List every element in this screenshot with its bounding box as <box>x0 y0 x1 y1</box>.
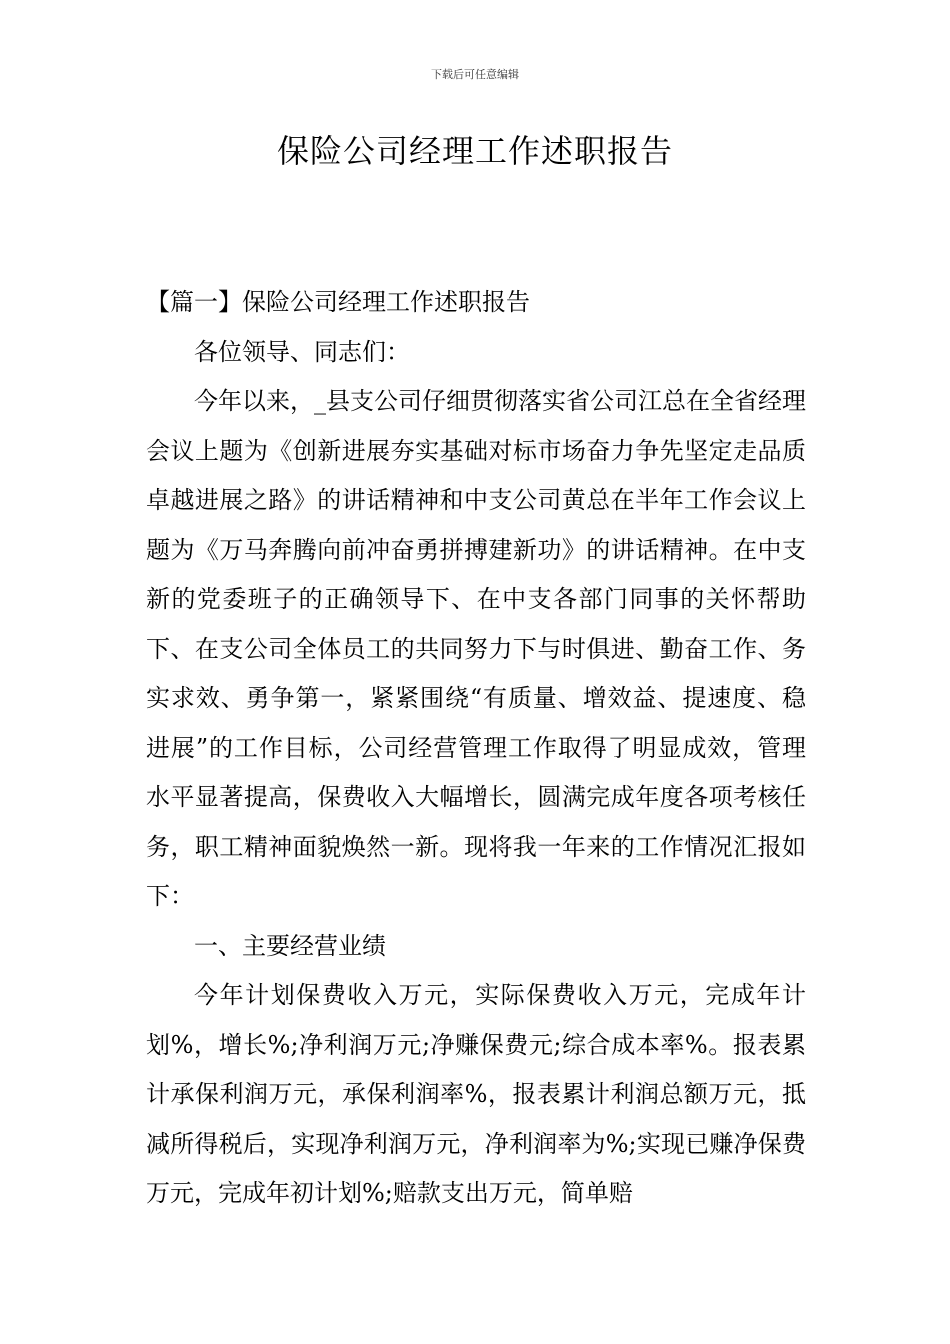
subheading-main-business-results: 一、主要经营业绩 <box>194 931 386 960</box>
header-note: 下载后可任意编辑 <box>431 68 519 81</box>
document-body <box>146 278 806 1219</box>
document-title: 保险公司经理工作述职报告 <box>276 132 673 170</box>
paragraph-1: 今年以来，_县支公司仔细贯彻落实省公司江总在全省经理会议上题为《创新进展夯实基础对标市场奋力争先坚定走品质卓越进展之路》的讲话精神和中支公司黄总在半年工作会议上题为《万马奔腾向前冲奋勇拼搏建新功》的讲话精神。在中支新的党委班子的正确领导下、在中支各部门同事的关怀帮助下、在支公司全体员工的共同努力下与时俱进、勤奋工作、务实求效、勇争第一，紧紧围绕“有质量、增效益、提速度、稳进展”的工作目标，公司经营管理工作取得了明显成效，管理水平显著提高，保费收入大幅增长，圆满完成年度各项考核任务，职工精神面貌焕然一新。现将我一年来的工作情况汇报如下： <box>146 387 806 910</box>
paragraph-2: 今年计划保费收入万元，实际保费收入万元，完成年计划%，增长%;净利润万元;净赚保费元;综合成本率%。报表累计承保利润万元，承保利润率%，报表累计利润总额万元，抵减所得税后，实现净利润万元，净利润率为%;实现已赚净保费万元，完成年初计划%;赔款支出万元，简单赔 <box>146 981 806 1207</box>
salutation: 各位领导、同志们： <box>194 337 410 366</box>
section-heading: 【篇一】保险公司经理工作述职报告 <box>146 288 530 316</box>
